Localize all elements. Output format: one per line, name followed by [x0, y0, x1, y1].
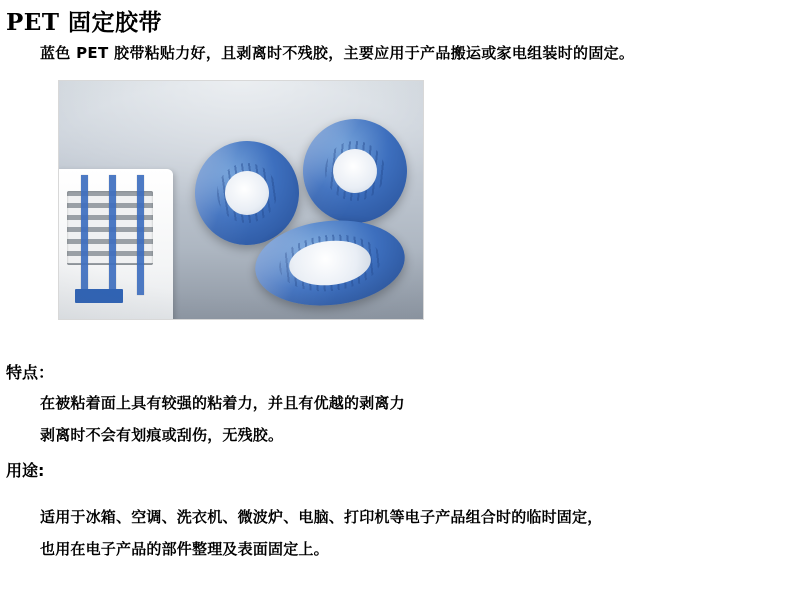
features-line: 剥离时不会有划痕或刮伤，无残胶。 — [40, 426, 284, 444]
features-line: 在被粘着面上具有较强的粘着力，并且有优越的剥离力 — [40, 394, 405, 412]
image-vignette — [59, 81, 423, 319]
uses-line: 也用在电子产品的部件整理及表面固定上。 — [40, 540, 329, 558]
features-heading: 特点： — [6, 363, 55, 382]
page-title: PET 固定胶带 — [6, 9, 162, 36]
uses-heading: 用途: — [6, 461, 45, 480]
product-image — [58, 80, 424, 320]
intro-paragraph: 蓝色 PET 胶带粘贴力好，且剥离时不残胶，主要应用于产品搬运或家电组装时的固定。 — [40, 44, 635, 62]
uses-line: 适用于冰箱、空调、洗衣机、微波炉、电脑、打印机等电子产品组合时的临时固定， — [40, 508, 603, 526]
